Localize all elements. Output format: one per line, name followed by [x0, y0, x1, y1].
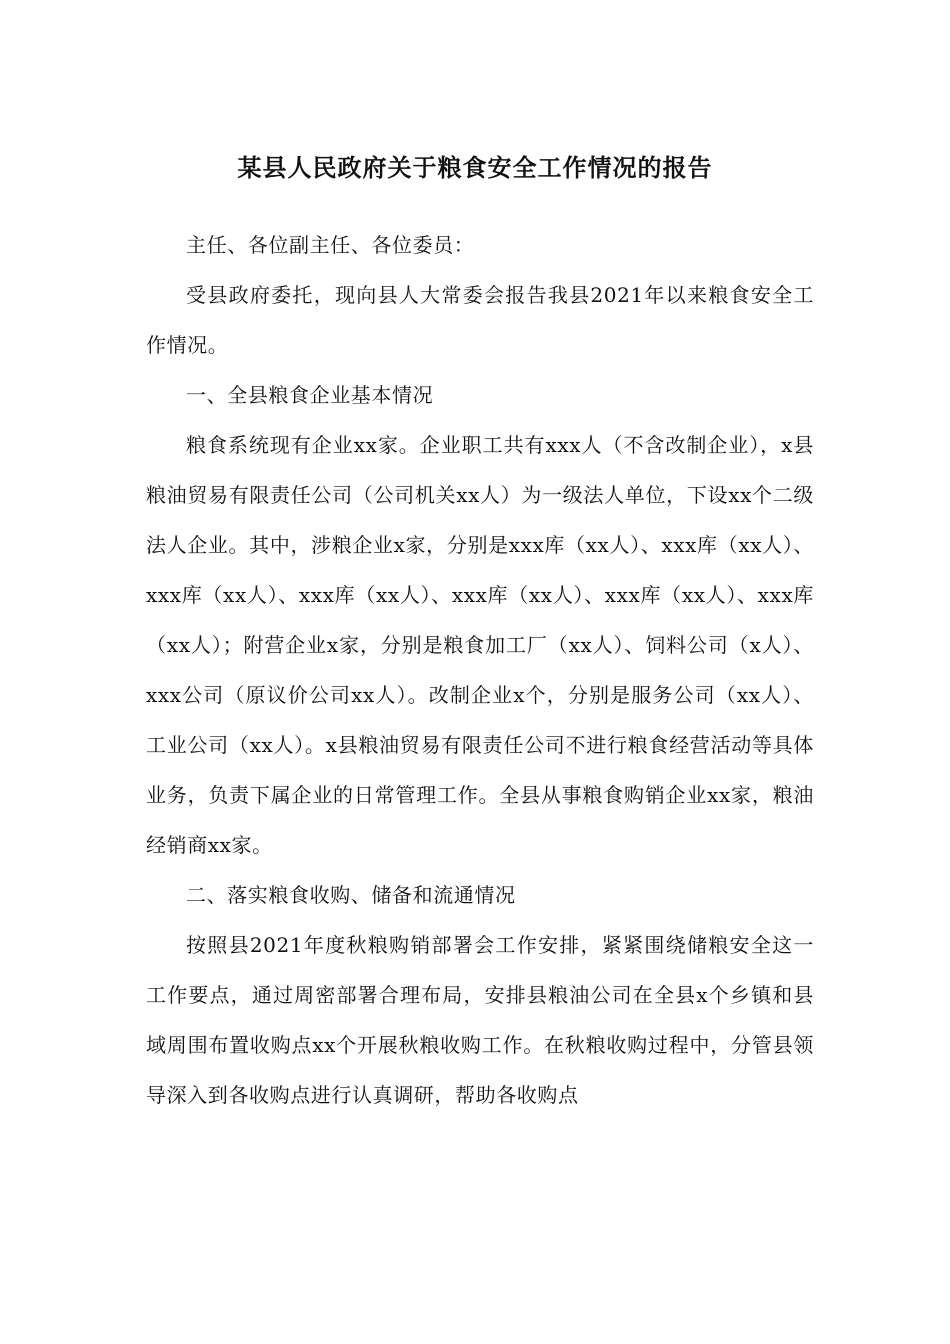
intro-paragraph: 受县政府委托，现向县人大常委会报告我县2021年以来粮食安全工作情况。 — [146, 283, 814, 357]
document-body — [146, 220, 814, 1120]
section-heading-1: 一、全县粮食企业基本情况 — [186, 383, 434, 407]
salutation: 主任、各位副主任、各位委员： — [186, 233, 475, 257]
section-1-paragraph: 粮食系统现有企业xx家。企业职工共有xxx人（不含改制企业），x县粮油贸易有限责任公司（公司机关xx人）为一级法人单位，下设xx个二级法人企业。其中，涉粮企业x家，分别是xxx库（xx人）、xxx库（xx人）、xxx库（xx人）、xxx库（xx人）、xxx库（xx人）、xxx库（xx人）、xxx库（xx人）；附营企业x家，分别是粮食加工厂（xx人）、饲料公司（x人）、xxx公司（原议价公司xx人）。改制企业x个，分别是服务公司（xx人）、工业公司（xx人）。x县粮油贸易有限责任公司不进行粮食经营活动等具体业务，负责下属企业的日常管理工作。全县从事粮食购销企业xx家，粮油经销商xx家。 — [146, 433, 814, 857]
section-2-paragraph: 按照县2021年度秋粮购销部署会工作安排，紧紧围绕储粮安全这一工作要点，通过周密部署合理布局，安排县粮油公司在全县x个乡镇和县域周围布置收购点xx个开展秋粮收购工作。在秋粮收购过程中，分管县领导深入到各收购点进行认真调研，帮助各收购点 — [146, 933, 814, 1107]
document-title: 某县人民政府关于粮食安全工作情况的报告 — [237, 153, 713, 182]
section-heading-2: 二、落实粮食收购、储备和流通情况 — [186, 883, 516, 907]
